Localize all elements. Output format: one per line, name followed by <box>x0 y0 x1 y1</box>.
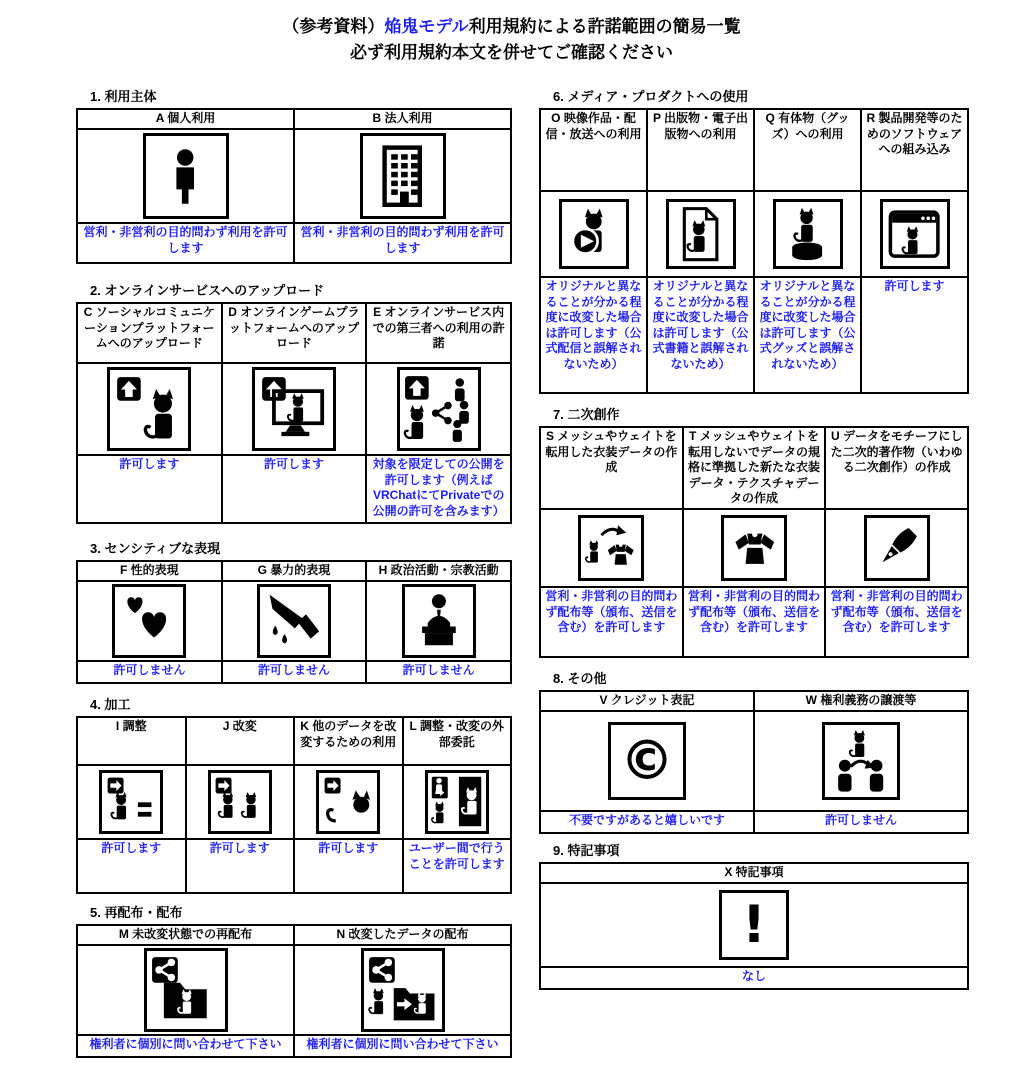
cell-value-e: 対象を限定しての公開を許可します（例えばVRChatにてPrivateでの公開の許可を含みます） <box>366 455 511 523</box>
cell-label-d: D オンラインゲームプラットフォームへのアップロード <box>222 303 367 363</box>
cell-label-g: G 暴力的表現 <box>222 561 367 581</box>
section-heading-8: 8. その他 <box>553 670 607 686</box>
cell-icon-o <box>540 191 647 277</box>
person-icon <box>143 133 229 219</box>
cell-label-j: J 改変 <box>186 717 295 765</box>
processing-table <box>76 716 512 894</box>
cell-label-f: F 性的表現 <box>77 561 222 581</box>
adjust-equal-icon <box>99 770 163 834</box>
cell-icon-a <box>77 129 294 223</box>
online-upload-table <box>76 302 512 524</box>
cell-icon-f <box>77 581 222 661</box>
sensitive-expression-table <box>76 560 512 684</box>
cell-value-g: 許可しません <box>222 661 367 683</box>
cell-icon-d <box>222 363 367 455</box>
publication-avatar-icon <box>666 199 736 269</box>
knife-icon <box>257 584 331 658</box>
modify-avatars-icon <box>208 770 272 834</box>
section-online-upload <box>76 280 512 524</box>
title-suffix: 利用規約による許諾範囲の簡易一覧 <box>468 17 741 36</box>
cell-label-c: C ソーシャルコミュニケーションプラットフォームへのアップロード <box>77 303 222 363</box>
section-derivative-works <box>539 404 969 658</box>
share-folder-icon <box>144 948 228 1032</box>
section-heading-7: 7. 二次創作 <box>553 407 620 422</box>
cell-icon-v <box>540 711 754 811</box>
cell-icon-x <box>540 883 968 967</box>
upload-avatar-icon <box>107 367 191 451</box>
cell-label-o: O 映像作品・配信・放送への利用 <box>540 109 647 191</box>
cell-value-k: 許可します <box>294 839 403 893</box>
cell-label-b: B 法人利用 <box>294 109 511 129</box>
cell-label-k: K 他のデータを改変するための利用 <box>294 717 403 765</box>
cell-value-l: ユーザー間で行うことを許可します <box>403 839 512 893</box>
section-redistribution <box>76 902 512 1058</box>
cell-icon-h <box>366 581 511 661</box>
cell-value-x: なし <box>540 967 968 989</box>
cell-value-q: オリジナルと異なることが分かる程度に改変した場合は許可します（公式グッズと誤解されないため） <box>754 277 861 393</box>
redistribution-table <box>76 924 512 1058</box>
modify-other-data-icon <box>316 770 380 834</box>
cell-icon-b <box>294 129 511 223</box>
cell-value-v: 不要ですがあると嬉しいです <box>540 811 754 833</box>
section-heading-5: 5. 再配布・配布 <box>90 905 183 920</box>
section-heading-4: 4. 加工 <box>90 697 131 712</box>
section-heading-2: 2. オンラインサービスへのアップロード <box>90 283 325 298</box>
cell-icon-p <box>647 191 754 277</box>
upload-share-third-party-icon <box>397 367 481 451</box>
model-name: 焔鬼モデル <box>384 17 469 36</box>
section-heading-6: 6. メディア・プロダクトへの使用 <box>553 89 749 104</box>
cell-value-b: 営利・非営利の目的問わず利用を許可します <box>294 223 511 263</box>
section-heading-3: 3. センシティブな表現 <box>90 541 221 556</box>
hearts-icon <box>112 584 186 658</box>
exclamation-icon: ! <box>719 890 789 960</box>
cell-value-j: 許可します <box>186 839 295 893</box>
cell-icon-n <box>294 945 511 1035</box>
media-product-table <box>539 108 969 394</box>
cell-label-n: N 改変したデータの配布 <box>294 925 511 945</box>
section-usage-subject <box>76 86 512 264</box>
cell-value-t: 営利・非営利の目的問わず配布等（頒布、送信を含む）を許可します <box>683 587 826 657</box>
cell-value-d: 許可します <box>222 455 367 523</box>
office-building-icon <box>360 133 446 219</box>
cell-icon-e <box>366 363 511 455</box>
cell-icon-w <box>754 711 968 811</box>
cell-label-s: S メッシュやウェイトを転用した衣装データの作成 <box>540 427 683 509</box>
cell-icon-j <box>186 765 295 839</box>
reuse-costume-icon <box>578 515 644 581</box>
left-column <box>76 86 512 1070</box>
section-special-notes <box>539 840 969 990</box>
cell-value-n: 権利者に個別に問い合わせて下さい <box>294 1035 511 1057</box>
cell-value-h: 許可しません <box>366 661 511 683</box>
transfer-rights-icon <box>822 722 900 800</box>
cell-icon-c <box>77 363 222 455</box>
share-modified-folder-icon <box>361 948 445 1032</box>
cell-icon-k <box>294 765 403 839</box>
section-heading-9: 9. 特記事項 <box>553 842 620 858</box>
cell-icon-r <box>861 191 968 277</box>
pen-icon <box>864 515 930 581</box>
title-line1 <box>0 14 1023 40</box>
cell-label-u: U データをモチーフにした二次的著作物（いわゆる二次創作）の作成 <box>825 427 968 509</box>
outsource-icon <box>425 770 489 834</box>
cell-label-h: H 政治活動・宗教活動 <box>366 561 511 581</box>
cell-icon-q <box>754 191 861 277</box>
section-heading-1: 1. 利用主体 <box>90 89 157 104</box>
cell-label-q: Q 有体物（グッズ）への利用 <box>754 109 861 191</box>
cell-icon-l <box>403 765 512 839</box>
cell-value-s: 営利・非営利の目的問わず配布等（頒布、送信を含む）を許可します <box>540 587 683 657</box>
cell-label-x: X 特記事項 <box>540 863 968 883</box>
cell-label-m: M 未改変状態での再配布 <box>77 925 294 945</box>
section-other <box>539 668 969 834</box>
cell-value-w: 許可しません <box>754 811 968 833</box>
new-costume-icon <box>721 515 787 581</box>
cell-icon-m <box>77 945 294 1035</box>
cell-icon-t <box>683 509 826 587</box>
cell-label-p: P 出版物・電子出版物への利用 <box>647 109 754 191</box>
cell-value-i: 許可します <box>77 839 186 893</box>
cell-icon-i <box>77 765 186 839</box>
upload-game-platform-icon <box>252 367 336 451</box>
title-prefix: （参考資料） <box>282 17 385 36</box>
podium-speech-icon <box>402 584 476 658</box>
section-sensitive-expression <box>76 538 512 684</box>
cell-value-f: 許可しません <box>77 661 222 683</box>
cell-label-r: R 製品開発等のためのソフトウェアへの組み込み <box>861 109 968 191</box>
cell-label-t: T メッシュやウェイトを転用しないでデータの規格に準拠した新たな衣装データ・テクスチャデータの作成 <box>683 427 826 509</box>
cell-label-v: V クレジット表記 <box>540 691 754 711</box>
cell-icon-s <box>540 509 683 587</box>
usage-subject-table <box>76 108 512 264</box>
title-line2: 必ず利用規約本文を併せてご確認ください <box>350 43 673 63</box>
document-title <box>0 14 1023 67</box>
special-notes-table <box>539 862 969 990</box>
section-processing <box>76 694 512 894</box>
figure-goods-icon <box>773 199 843 269</box>
cell-value-o: オリジナルと異なることが分かる程度に改変した場合は許可します（公式配信と誤解されないため） <box>540 277 647 393</box>
cell-value-u: 営利・非営利の目的問わず配布等（頒布、送信を含む）を許可します <box>825 587 968 657</box>
cell-icon-g <box>222 581 367 661</box>
video-avatar-icon <box>559 199 629 269</box>
cell-label-w: W 権利義務の譲渡等 <box>754 691 968 711</box>
cell-label-i: I 調整 <box>77 717 186 765</box>
section-media-product <box>539 86 969 394</box>
software-window-icon <box>880 199 950 269</box>
other-table <box>539 690 969 834</box>
cell-value-a: 営利・非営利の目的問わず利用を許可します <box>77 223 294 263</box>
cell-label-e: E オンラインサービス内での第三者への利用の許諾 <box>366 303 511 363</box>
cell-value-r: 許可します <box>861 277 968 393</box>
right-column <box>539 86 969 1002</box>
copyright-icon: © <box>608 722 686 800</box>
derivative-works-table <box>539 426 969 658</box>
cell-value-m: 権利者に個別に問い合わせて下さい <box>77 1035 294 1057</box>
cell-label-a: A 個人利用 <box>77 109 294 129</box>
cell-icon-u <box>825 509 968 587</box>
cell-value-c: 許可します <box>77 455 222 523</box>
cell-value-p: オリジナルと異なることが分かる程度に改変した場合は許可します（公式書籍と誤解されないため） <box>647 277 754 393</box>
cell-label-l: L 調整・改変の外部委託 <box>403 717 512 765</box>
